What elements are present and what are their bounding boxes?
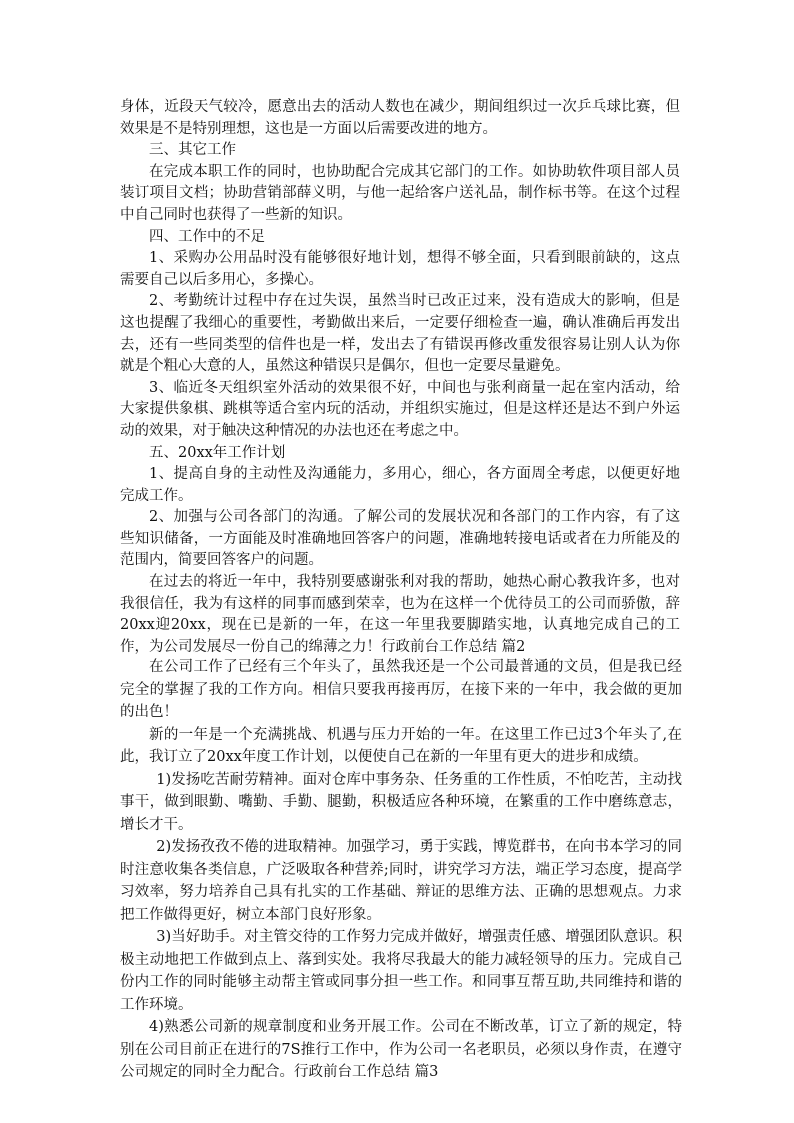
paragraph: 2)发扬孜孜不倦的进取精神。加强学习，勇于实践，博览群书，在向书本学习的同时注意收集各类信息，广泛吸取各种营养;同时，讲究学习方法，端正学习态度，提高学习效率，努力培养自己具有扎实的工作基础、辩证的思维方法、正确的思想观点。力求把工作做得更好，树立本部门良好形象。	[120, 839, 682, 923]
paragraph: 2、考勤统计过程中存在过失误，虽然当时已改正过来，没有造成大的影响，但是这也提醒了我细心的重要性，考勤做出来后，一定要仔细检查一遍，确认准确后再发出去，还有一些同类型的信件也是一样，发出去了有错误再修改重发很容易让别人认为你就是个粗心大意的人，虽然这种错误只是偶尔，但也一定要尽量避免。	[120, 293, 680, 375]
heading-work-plan: 五、20xx年工作计划	[149, 444, 286, 461]
paragraph: 2、加强与公司各部门的沟通。了解公司的发展状况和各部门的工作内容，有了这些知识储备，一方面能及时准确地回答客户的问题，准确地转接电话或者在力所能及的范围内，简要回答客户的问题。	[120, 509, 680, 569]
section-part-2	[120, 656, 682, 1084]
paragraph: 在完成本职工作的同时，也协助配合完成其它部门的工作。如协助软件项目部人员装订项目文档；协助营销部薛义明，与他一起给客户送礼品，制作标书等。在这个过程中自己同时也获得了一些新的知识。	[120, 163, 680, 223]
paragraph: 1、采购办公用品时没有能够很好地计划，想得不够全面，只看到眼前缺的，这点需要自己以后多用心，多操心。	[120, 250, 680, 288]
paragraph: 在过去的将近一年中，我特别要感谢张利对我的帮助，她热心耐心教我许多，也对我很信任，我为有这样的同事而感到荣幸，也为在这样一个优待员工的公司而骄傲，辞20xx迎20xx，现在已是新的一年，在这一年里我要脚踏实地，认真地完成自己的工作，为公司发展尽一份自己的绵薄之力！行政前台工作总结 篇2	[120, 574, 680, 655]
paragraph: 新的一年是一个充满挑战、机遇与压力开始的一年。在这里工作已过3个年头了,在此，我订立了20xx年度工作计划，以便使自己在新的一年里有更大的进步和成绩。	[120, 726, 682, 765]
paragraph: 1)发扬吃苦耐劳精神。面对仓库中事务杂、任务重的工作性质，不怕吃苦，主动找事干，做到眼勤、嘴勤、手勤、腿勤，积极适应各种环境，在繁重的工作中磨练意志，增长才干。	[120, 771, 682, 833]
heading-other-work: 三、其它工作	[149, 142, 236, 159]
paragraph: 身体，近段天气较冷，愿意出去的活动人数也在减少，期间组织过一次乒乓球比赛，但效果是不是特别理想，这也是一方面以后需要改进的地方。	[120, 99, 680, 137]
heading-shortcomings: 四、工作中的不足	[149, 228, 265, 245]
paragraph: 3、临近冬天组织室外活动的效果很不好，中间也与张利商量一起在室内活动，给大家提供象棋、跳棋等适合室内玩的活动，并组织实施过，但是这样还是达不到户外运动的效果，对于触决这种情况的办法也还在考虑之中。	[120, 379, 680, 439]
section-part-1	[120, 97, 680, 658]
paragraph: 4)熟悉公司新的规章制度和业务开展工作。公司在不断改革，订立了新的规定，特别在公司目前正在进行的7S推行工作中，作为公司一名老职员，必须以身作责，在遵守公司规定的同时全力配合。行政前台工作总结 篇3	[120, 1019, 682, 1080]
paragraph: 在公司工作了已经有三个年头了，虽然我还是一个公司最普通的文员，但是我已经完全的掌握了我的工作方向。相信只要我再接再厉，在接下来的一年中，我会做的更加的出色！	[120, 659, 682, 720]
paragraph: 3)当好助手。对主管交待的工作努力完成并做好，增强责任感、增强团队意识。积极主动地把工作做到点上、落到实处。我将尽我最大的能力减轻领导的压力。完成自己份内工作的同时能够主动帮主管或同事分担一些工作。和同事互帮互助,共同维持和谐的工作环境。	[120, 929, 682, 1013]
paragraph: 1、提高自身的主动性及沟通能力，多用心，细心，各方面周全考虑，以便更好地完成工作。	[120, 466, 680, 504]
